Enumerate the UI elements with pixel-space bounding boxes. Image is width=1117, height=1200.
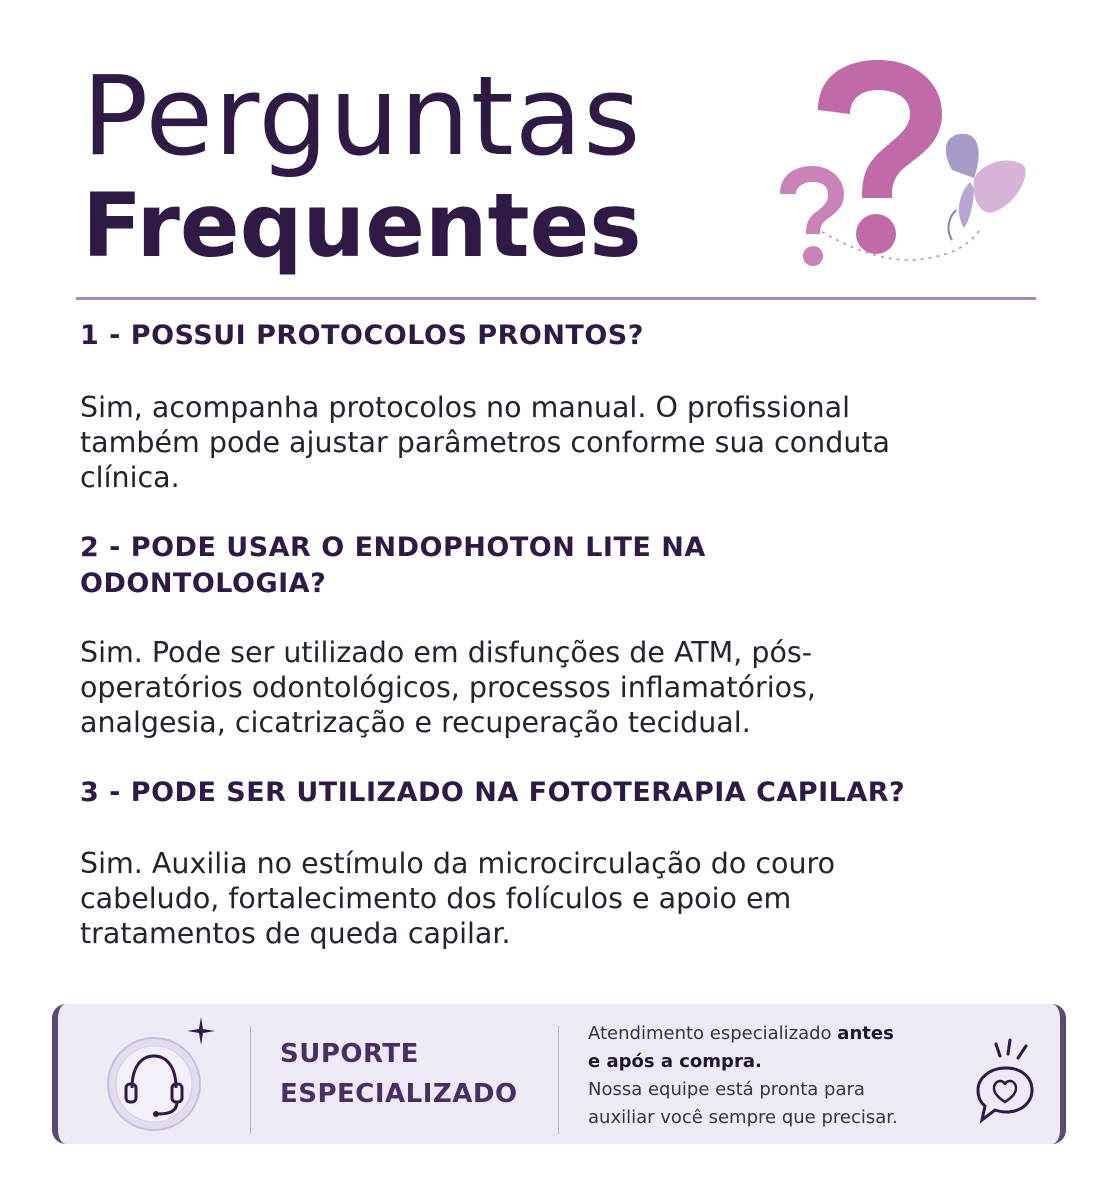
question-marks-butterfly-icon xyxy=(770,52,1040,282)
faq-item-2 xyxy=(80,530,1050,602)
faq-answer-line: cabeludo, fortalecimento dos folículos e apoio em xyxy=(80,882,792,915)
faq-answer-line: analgesia, cicatrização e recuperação tecidual. xyxy=(80,706,751,739)
faq-answer-line: tratamentos de queda capilar. xyxy=(80,917,511,950)
faq-answer-line: clínica. xyxy=(80,461,180,494)
support-title-line-2: ESPECIALIZADO xyxy=(280,1079,518,1109)
support-text-line-1 xyxy=(588,1020,968,1048)
faq-answer-line: operatórios odontológicos, processos inflamatórios, xyxy=(80,671,816,704)
faq-answer-line: Sim, acompanha protocolos no manual. O profissional xyxy=(80,391,851,424)
support-separator xyxy=(558,1026,559,1134)
title-line-1: Perguntas xyxy=(82,52,642,180)
faq-answer-line: Sim. Auxilia no estímulo da microcirculação do couro xyxy=(80,847,836,880)
support-description xyxy=(588,1020,968,1132)
faq-item-3 xyxy=(80,775,1050,811)
faq-answer-line: Sim. Pode ser utilizado em disfunções de ATM, pós- xyxy=(80,636,813,669)
support-banner xyxy=(52,1004,1066,1144)
sparkle-icon xyxy=(186,1016,216,1046)
support-text-line-2: e após a compra. xyxy=(588,1051,762,1072)
faq-item-1 xyxy=(80,318,1050,354)
support-text-line-4: auxiliar você sempre que precisar. xyxy=(588,1107,898,1128)
faq-answer-3 xyxy=(80,846,1050,951)
support-title xyxy=(280,1034,518,1114)
title-divider xyxy=(76,297,1036,300)
heart-chat-icon xyxy=(970,1034,1040,1124)
faq-answer-1 xyxy=(80,390,1050,495)
faq-answer-2 xyxy=(80,635,1050,740)
support-separator xyxy=(250,1026,251,1134)
faq-question-2-line-1: 2 - PODE USAR O ENDOPHOTON LITE NA xyxy=(80,532,706,563)
faq-question-2-line-2: ODONTOLOGIA? xyxy=(80,568,327,599)
faq-question-3: 3 - PODE SER UTILIZADO NA FOTOTERAPIA CAPILAR? xyxy=(80,777,906,808)
page-title xyxy=(82,52,642,278)
faq-answer-line: também pode ajustar parâmetros conforme sua conduta xyxy=(80,426,891,459)
support-text-bold: antes xyxy=(837,1023,894,1044)
title-line-2: Frequentes xyxy=(82,174,642,277)
support-text-part: Atendimento especializado xyxy=(588,1023,838,1044)
faq-question-1: 1 - POSSUI PROTOCOLOS PRONTOS? xyxy=(80,320,644,351)
support-text-line-3: Nossa equipe está pronta para xyxy=(588,1079,865,1100)
support-title-line-1: SUPORTE xyxy=(280,1039,419,1069)
